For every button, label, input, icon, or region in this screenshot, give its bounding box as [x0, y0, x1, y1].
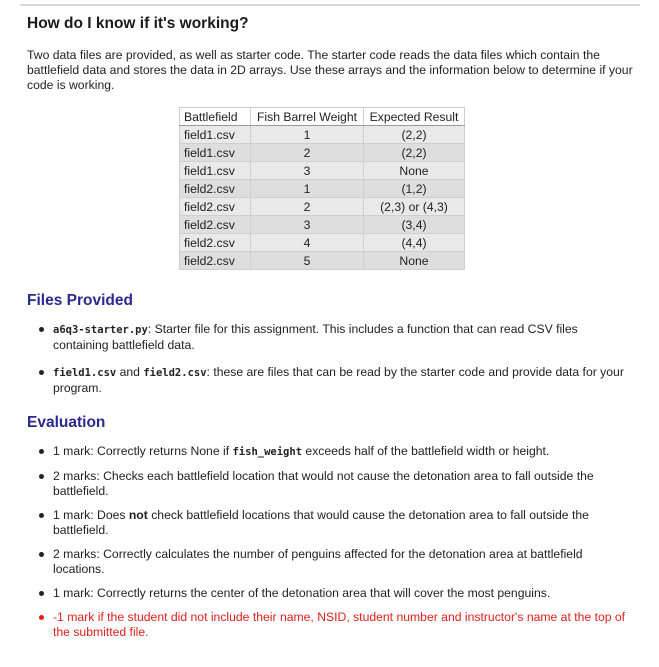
table-cell: field2.csv [180, 234, 251, 252]
table-row [180, 126, 465, 144]
table-row [180, 144, 465, 162]
starter-filename: a6q3-starter.py [53, 324, 148, 336]
table-cell: (3,4) [364, 216, 465, 234]
top-divider [20, 4, 640, 6]
page-title: How do I know if it's working? [27, 15, 249, 32]
table-row [180, 234, 465, 252]
table-cell: 3 [251, 216, 364, 234]
table-cell: 3 [251, 162, 364, 180]
column-header: Fish Barrel Weight [251, 108, 364, 126]
table-cell: 2 [251, 144, 364, 162]
table-cell: 1 [251, 180, 364, 198]
table-cell: 4 [251, 234, 364, 252]
evaluation-list [36, 444, 636, 649]
list-item [36, 444, 636, 460]
list-item-text: : Starter file for this assignment. This includes a function that can read CSV files containing battlefield data. [53, 322, 578, 352]
table-cell: None [364, 252, 465, 270]
fish-weight-code: fish_weight [232, 446, 303, 458]
table-cell: (4,4) [364, 234, 465, 252]
table-row [180, 252, 465, 270]
field2-filename: field2.csv [143, 367, 207, 379]
table-row [180, 162, 465, 180]
table-cell: field2.csv [180, 252, 251, 270]
list-item [36, 322, 636, 353]
table-cell: field1.csv [180, 162, 251, 180]
table-cell: field2.csv [180, 180, 251, 198]
table-cell: (2,2) [364, 144, 465, 162]
emphasis-not: not [128, 508, 148, 522]
list-item-text: 2 marks: Checks each battlefield location that would not cause the detonation area to fall outside the battlefield. [53, 469, 594, 498]
list-item-text: and [116, 365, 144, 379]
list-item-text: : these are files that can be read by the starter code and provide data for your program. [53, 365, 624, 395]
column-header: Expected Result [364, 108, 465, 126]
list-item [36, 547, 636, 577]
table-header-row [180, 108, 465, 126]
list-item [36, 508, 636, 538]
table-row [180, 180, 465, 198]
table-cell: 1 [251, 126, 364, 144]
column-header: Battlefield [180, 108, 251, 126]
list-item [36, 365, 636, 396]
table-cell: field1.csv [180, 144, 251, 162]
results-table [179, 107, 465, 270]
table-cell: field2.csv [180, 216, 251, 234]
table-cell: None [364, 162, 465, 180]
list-item-text: 1 mark: Correctly returns None if [53, 444, 233, 458]
table-row [180, 198, 465, 216]
list-item-text: exceeds half of the battlefield width or height. [302, 444, 550, 458]
table-cell: 5 [251, 252, 364, 270]
table-cell: (2,2) [364, 126, 465, 144]
evaluation-heading: Evaluation [27, 414, 106, 431]
list-item [36, 469, 636, 499]
table-cell: field2.csv [180, 198, 251, 216]
list-item [36, 586, 636, 601]
table-cell: (2,3) or (4,3) [364, 198, 465, 216]
table-cell: 2 [251, 198, 364, 216]
table-cell: (1,2) [364, 180, 465, 198]
files-list [36, 322, 636, 396]
penalty-item [36, 610, 636, 640]
list-item-text: -1 mark if the student did not include their name, NSID, student number and instructor's name at the top of the submitted file. [53, 610, 626, 639]
table-row [180, 216, 465, 234]
list-item-text: 1 mark: Correctly returns the center of the detonation area that will cover the most penguins. [53, 586, 551, 600]
table-cell: field1.csv [180, 126, 251, 144]
list-item-text: 1 mark: Does [53, 508, 129, 522]
field1-filename: field1.csv [53, 367, 117, 379]
list-item-text: 2 marks: Correctly calculates the number of penguins affected for the detonation area at battlefield locations. [53, 547, 583, 576]
intro-paragraph: Two data files are provided, as well as starter code. The starter code reads the data files which contain the battlefield data and stores the data in 2D arrays. Use these arrays and the information below to determine if your code is working. [27, 48, 633, 92]
files-provided-heading: Files Provided [27, 292, 133, 309]
list-item-text: check battlefield locations that would cause the detonation area to fall outside the battlefield. [53, 508, 589, 537]
